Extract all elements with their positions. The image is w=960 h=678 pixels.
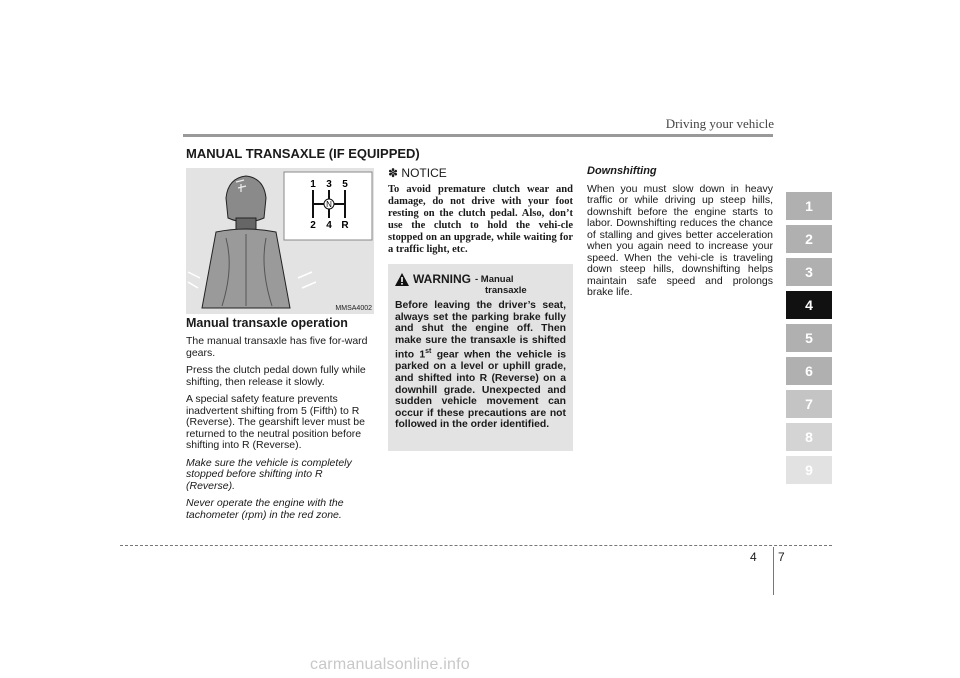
- chapter-tab-3[interactable]: [786, 258, 832, 286]
- paragraph: A special safety feature prevents inadvertent shifting from 5 (Fifth) to R (Reverse). The gearshift lever must be returned to the neutral position before shifting into R (Reverse).: [186, 393, 365, 451]
- gear-5-label: 5: [342, 179, 348, 190]
- gear-2-label: 2: [310, 220, 316, 231]
- tab-label: 9: [805, 462, 813, 478]
- warning-text-b: gear when the vehicle is parked on a level or uphill grade, and shifted into R (Reverse) on a downhill grade. Unexpected and sudden vehicle movement can occur if these precautions are not followed in the order identified.: [395, 349, 566, 431]
- paragraph: The manual transaxle has five for-ward gears.: [186, 335, 368, 359]
- warning-subtitle-line1: - Manual: [475, 274, 514, 285]
- tab-label: 4: [805, 297, 813, 313]
- tab-label: 7: [805, 396, 813, 412]
- watermark: carmanualsonline.info: [310, 656, 470, 673]
- notice-title: NOTICE: [401, 166, 447, 180]
- chapter-number: 4: [750, 550, 757, 564]
- section-title: MANUAL TRANSAXLE (IF EQUIPPED): [186, 146, 420, 161]
- warning-text-a: Before leaving the driver’s seat, always set the parking brake fully and shut the engine off. Then make sure the transaxle is shifted into 1: [395, 300, 566, 361]
- neutral-label: N: [326, 200, 332, 209]
- notice-body: To avoid premature clutch wear and damage, do not drive with your foot resting on the clutch pedal. Also, don’t use the clutch to hold the vehi-cle stopped on an upgrade, while waiting for a traffic light, etc.: [388, 184, 573, 255]
- chapter-tab-9[interactable]: [786, 456, 832, 484]
- notice-block: [388, 166, 573, 256]
- gearshift-illustration: [186, 168, 374, 314]
- chapter-tab-7[interactable]: [786, 390, 832, 418]
- tab-label: 8: [805, 429, 813, 445]
- gear-3-label: 3: [326, 179, 332, 190]
- gearshift-figure: [186, 168, 374, 314]
- gear-1-label: 1: [310, 179, 316, 190]
- chapter-tab-6[interactable]: [786, 357, 832, 385]
- tab-label: 2: [805, 231, 813, 247]
- chapter-tab-2[interactable]: [786, 225, 832, 253]
- figure-code: MMSA4002: [335, 305, 372, 312]
- paragraph: Press the clutch pedal down fully while shifting, then release it slowly.: [186, 364, 366, 388]
- tab-label: 5: [805, 330, 813, 346]
- warning-body: [395, 300, 566, 431]
- column-right: [587, 166, 773, 305]
- paragraph-italic: Make sure the vehicle is completely stopped before shifting into R (Reverse).: [186, 456, 352, 492]
- notice-symbol-icon: ✽: [388, 166, 399, 180]
- chapter-tab-4[interactable]: [786, 291, 832, 319]
- warning-heading: [395, 272, 566, 296]
- tab-label: 6: [805, 363, 813, 379]
- header-title: Driving your vehicle: [665, 116, 774, 131]
- footer-rule: [120, 545, 832, 546]
- tab-label: 1: [805, 198, 813, 214]
- tab-label: 3: [805, 264, 813, 280]
- gear-4-label: 4: [326, 220, 332, 231]
- warning-superscript: st: [425, 348, 432, 356]
- chapter-tab-8[interactable]: [786, 423, 832, 451]
- header-rule: [183, 134, 773, 137]
- page-number-divider: [773, 547, 774, 595]
- gear-r-label: R: [341, 220, 349, 231]
- paragraph-italic: Never operate the engine with the tachometer (rpm) in the red zone.: [186, 497, 344, 521]
- notice-heading: [388, 166, 573, 180]
- warning-subtitle-line2: transaxle: [485, 285, 527, 296]
- warning-label: WARNING: [413, 272, 471, 286]
- downshifting-heading: Downshifting: [587, 165, 657, 177]
- column-left: [186, 316, 374, 527]
- warning-triangle-icon: [395, 273, 409, 286]
- chapter-tab-1[interactable]: [786, 192, 832, 220]
- warning-subtitle: [475, 272, 527, 296]
- downshifting-body: When you must slow down in heavy traffic or while driving up steep hills, downshift before the engine starts to labor. Downshifting reduces the chance of stalling and gives better acceleration when you again need to increase your speed. When the vehi-cle is traveling down steep hills, downshifting helps maintain safe speed and prolongs brake life.: [587, 182, 773, 298]
- manual-transaxle-heading: Manual transaxle operation: [186, 316, 348, 330]
- warning-box: [388, 264, 573, 451]
- page-number: 7: [778, 550, 785, 564]
- chapter-tabs: [786, 192, 832, 489]
- chapter-tab-5[interactable]: [786, 324, 832, 352]
